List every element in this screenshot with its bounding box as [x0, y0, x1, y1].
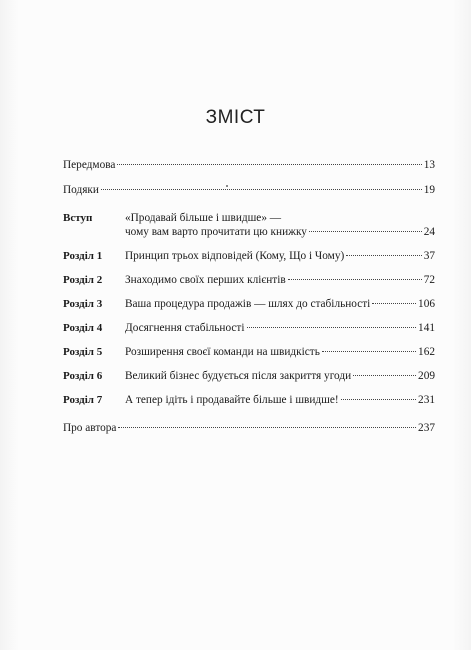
entry-label: Розділ 7 — [63, 394, 103, 406]
dot-leader — [309, 231, 422, 232]
page-number: 209 — [418, 370, 435, 382]
entry-label: Розділ 4 — [63, 322, 103, 334]
entry-label: Розділ 5 — [63, 346, 103, 358]
toc-entry-intro[interactable] — [63, 211, 435, 239]
entry-title-line2: чому вам варто прочитати цю книжку — [125, 226, 307, 238]
entry-label: Розділ 6 — [63, 370, 103, 382]
toc-entry-thanks[interactable] — [63, 183, 435, 197]
page-number: 106 — [418, 298, 435, 310]
page-number: 24 — [423, 226, 435, 238]
entry-title: А тепер ідіть і продавайте більше і швидше! — [125, 394, 339, 406]
page-number: 72 — [423, 274, 435, 286]
page-number: 231 — [418, 394, 435, 406]
toc-entry-chapter-6[interactable] — [63, 369, 435, 383]
dot-leader — [346, 255, 421, 256]
dot-leader — [372, 303, 416, 304]
toc-entry-chapter-2[interactable] — [63, 273, 435, 287]
page-number: 13 — [423, 159, 435, 171]
dot-leader — [322, 351, 416, 352]
toc-entry-chapter-1[interactable] — [63, 249, 435, 263]
entry-title: Розширення своєї команди на швидкість — [125, 346, 320, 358]
page-number: 19 — [423, 184, 435, 196]
entry-title: Ваша процедура продажів — шлях до стабільності — [125, 298, 371, 310]
entry-title: Подяки — [63, 184, 99, 196]
dot-leader — [117, 164, 421, 165]
toc-entry-chapter-4[interactable] — [63, 321, 435, 335]
spacer — [63, 197, 435, 211]
dot-leader — [341, 399, 416, 400]
dot-leader — [288, 279, 422, 280]
entry-label: Розділ 1 — [63, 250, 103, 262]
entry-title: Передмова — [63, 159, 116, 171]
table-of-contents — [63, 158, 435, 435]
dot-leader — [101, 189, 422, 190]
page-number: 237 — [418, 422, 435, 434]
dot-leader — [353, 375, 416, 376]
entry-title: Досягнення стабільності — [125, 322, 245, 334]
page-number: 37 — [423, 250, 435, 262]
entry-label: Розділ 3 — [63, 298, 103, 310]
toc-entry-chapter-3[interactable] — [63, 297, 435, 311]
dot-leader — [118, 427, 416, 428]
page-title: ЗМІСТ — [205, 107, 266, 128]
entry-label: Розділ 2 — [63, 274, 103, 286]
toc-entry-about-author[interactable] — [63, 421, 435, 435]
toc-entry-foreword[interactable] — [63, 158, 435, 172]
entry-title: Великий бізнес будується після закриття угоди — [125, 370, 352, 382]
entry-title: Принцип трьох відповідей (Кому, Що і Чому) — [125, 250, 345, 262]
toc-entry-chapter-7[interactable] — [63, 393, 435, 407]
entry-title: Знаходимо своїх перших клієнтів — [125, 274, 286, 286]
entry-label: Вступ — [63, 212, 93, 224]
page-number: 141 — [418, 322, 435, 334]
dot-leader — [247, 327, 417, 328]
entry-title: Про автора — [63, 422, 117, 434]
page-number: 162 — [418, 346, 435, 358]
toc-entry-chapter-5[interactable] — [63, 345, 435, 359]
entry-title-line1: «Продавай більше і швидше» — — [125, 212, 282, 224]
spacer — [63, 407, 435, 421]
